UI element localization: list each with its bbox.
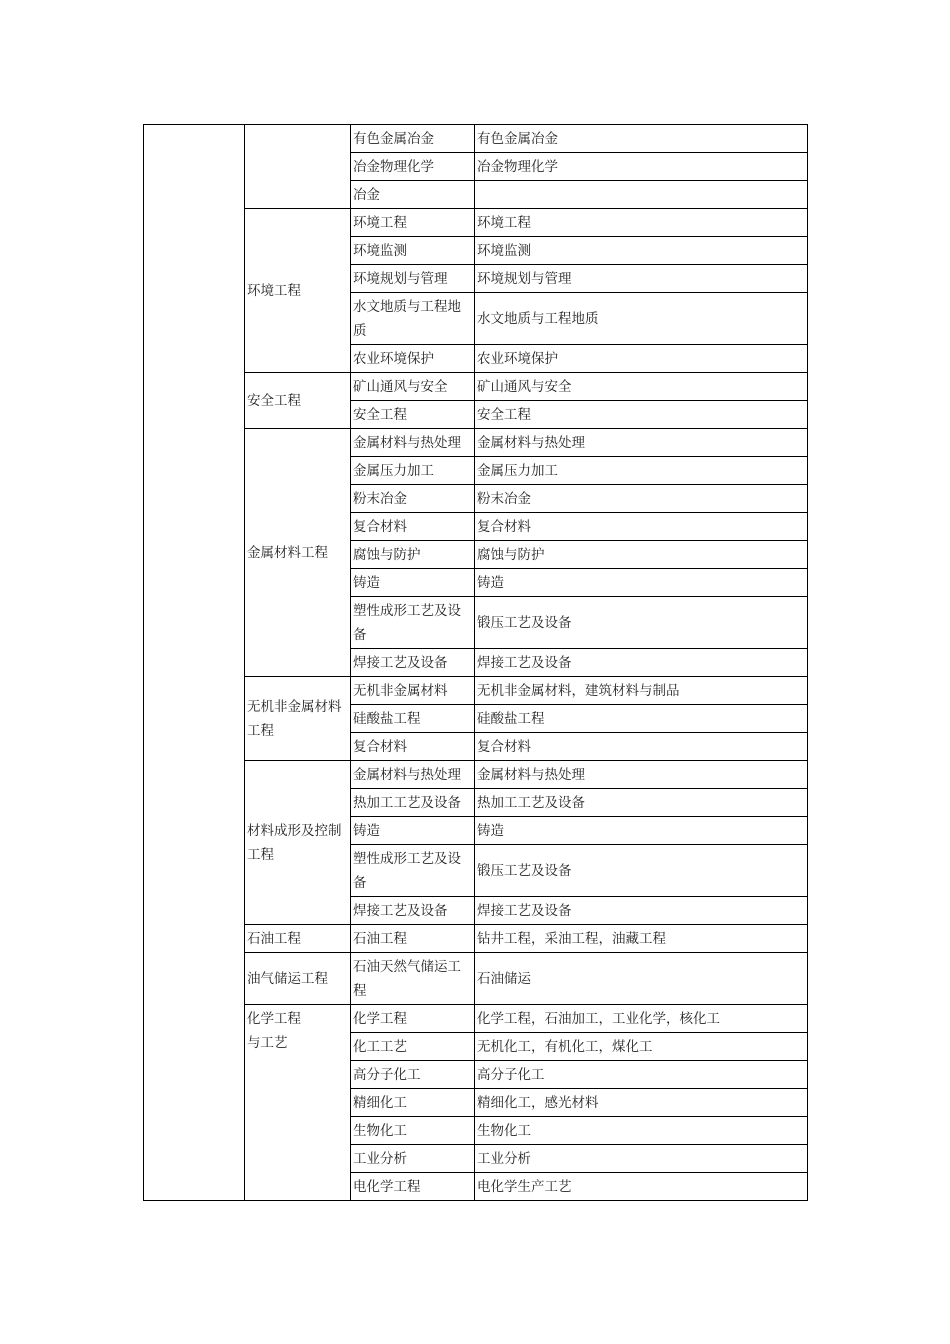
new-major-cell: 有色金属冶金	[351, 125, 475, 153]
new-major-cell: 农业环境保护	[351, 345, 475, 373]
major-group-cell	[245, 125, 351, 209]
old-major-cell: 金属材料与热处理	[475, 761, 808, 789]
old-major-cell: 无机非金属材料，建筑材料与制品	[475, 677, 808, 705]
table-row	[144, 125, 808, 153]
old-major-cell: 高分子化工	[475, 1061, 808, 1089]
new-major-cell: 金属材料与热处理	[351, 761, 475, 789]
new-major-cell: 冶金物理化学	[351, 153, 475, 181]
old-major-cell: 环境监测	[475, 237, 808, 265]
new-major-cell: 石油天然气储运工程	[351, 953, 475, 1005]
new-major-cell: 铸造	[351, 569, 475, 597]
new-major-cell: 热加工工艺及设备	[351, 789, 475, 817]
new-major-cell: 环境监测	[351, 237, 475, 265]
major-group-cell: 材料成形及控制工程	[245, 761, 351, 925]
major-group-cell: 安全工程	[245, 373, 351, 429]
new-major-cell: 石油工程	[351, 925, 475, 953]
old-major-cell: 腐蚀与防护	[475, 541, 808, 569]
new-major-cell: 安全工程	[351, 401, 475, 429]
old-major-cell: 锻压工艺及设备	[475, 845, 808, 897]
new-major-cell: 矿山通风与安全	[351, 373, 475, 401]
new-major-cell: 金属材料与热处理	[351, 429, 475, 457]
major-group-cell: 金属材料工程	[245, 429, 351, 677]
new-major-cell: 冶金	[351, 181, 475, 209]
new-major-cell: 塑性成形工艺及设备	[351, 845, 475, 897]
new-major-cell: 金属压力加工	[351, 457, 475, 485]
new-major-cell: 无机非金属材料	[351, 677, 475, 705]
major-group-cell: 无机非金属材料工程	[245, 677, 351, 761]
new-major-cell: 精细化工	[351, 1089, 475, 1117]
new-major-cell: 高分子化工	[351, 1061, 475, 1089]
old-major-cell: 钻井工程，采油工程，油藏工程	[475, 925, 808, 953]
new-major-cell: 铸造	[351, 817, 475, 845]
old-major-cell: 复合材料	[475, 513, 808, 541]
old-major-cell: 石油储运	[475, 953, 808, 1005]
old-major-cell: 锻压工艺及设备	[475, 597, 808, 649]
old-major-cell: 焊接工艺及设备	[475, 897, 808, 925]
old-major-cell: 金属材料与热处理	[475, 429, 808, 457]
old-major-cell: 铸造	[475, 569, 808, 597]
new-major-cell: 生物化工	[351, 1117, 475, 1145]
old-major-cell: 安全工程	[475, 401, 808, 429]
new-major-cell: 腐蚀与防护	[351, 541, 475, 569]
old-major-cell: 硅酸盐工程	[475, 705, 808, 733]
old-major-cell: 有色金属冶金	[475, 125, 808, 153]
old-major-cell: 生物化工	[475, 1117, 808, 1145]
major-group-cell: 油气储运工程	[245, 953, 351, 1005]
old-major-cell: 农业环境保护	[475, 345, 808, 373]
old-major-cell: 热加工工艺及设备	[475, 789, 808, 817]
new-major-cell: 硅酸盐工程	[351, 705, 475, 733]
new-major-cell: 水文地质与工程地质	[351, 293, 475, 345]
new-major-cell: 化学工程	[351, 1005, 475, 1033]
new-major-cell: 复合材料	[351, 513, 475, 541]
new-major-cell: 复合材料	[351, 733, 475, 761]
table-body	[144, 125, 808, 1201]
old-major-cell: 环境规划与管理	[475, 265, 808, 293]
old-major-cell: 化学工程，石油加工，工业化学，核化工	[475, 1005, 808, 1033]
new-major-cell: 粉末冶金	[351, 485, 475, 513]
major-group-cell: 环境工程	[245, 209, 351, 373]
old-major-cell: 粉末冶金	[475, 485, 808, 513]
new-major-cell: 电化学工程	[351, 1173, 475, 1201]
old-major-cell	[475, 181, 808, 209]
major-group-cell: 化学工程 与工艺	[245, 1005, 351, 1201]
old-major-cell: 铸造	[475, 817, 808, 845]
new-major-cell: 工业分析	[351, 1145, 475, 1173]
old-major-cell: 工业分析	[475, 1145, 808, 1173]
old-major-cell: 焊接工艺及设备	[475, 649, 808, 677]
new-major-cell: 环境工程	[351, 209, 475, 237]
new-major-cell: 焊接工艺及设备	[351, 897, 475, 925]
old-major-cell: 矿山通风与安全	[475, 373, 808, 401]
old-major-cell: 水文地质与工程地质	[475, 293, 808, 345]
old-major-cell: 电化学生产工艺	[475, 1173, 808, 1201]
major-group-cell: 石油工程	[245, 925, 351, 953]
old-major-cell: 金属压力加工	[475, 457, 808, 485]
category-cell	[144, 125, 245, 1201]
old-major-cell: 无机化工，有机化工，煤化工	[475, 1033, 808, 1061]
old-major-cell: 精细化工，感光材料	[475, 1089, 808, 1117]
new-major-cell: 塑性成形工艺及设备	[351, 597, 475, 649]
old-major-cell: 冶金物理化学	[475, 153, 808, 181]
old-major-cell: 环境工程	[475, 209, 808, 237]
major-mapping-table	[143, 124, 808, 1201]
new-major-cell: 环境规划与管理	[351, 265, 475, 293]
new-major-cell: 焊接工艺及设备	[351, 649, 475, 677]
old-major-cell: 复合材料	[475, 733, 808, 761]
new-major-cell: 化工工艺	[351, 1033, 475, 1061]
